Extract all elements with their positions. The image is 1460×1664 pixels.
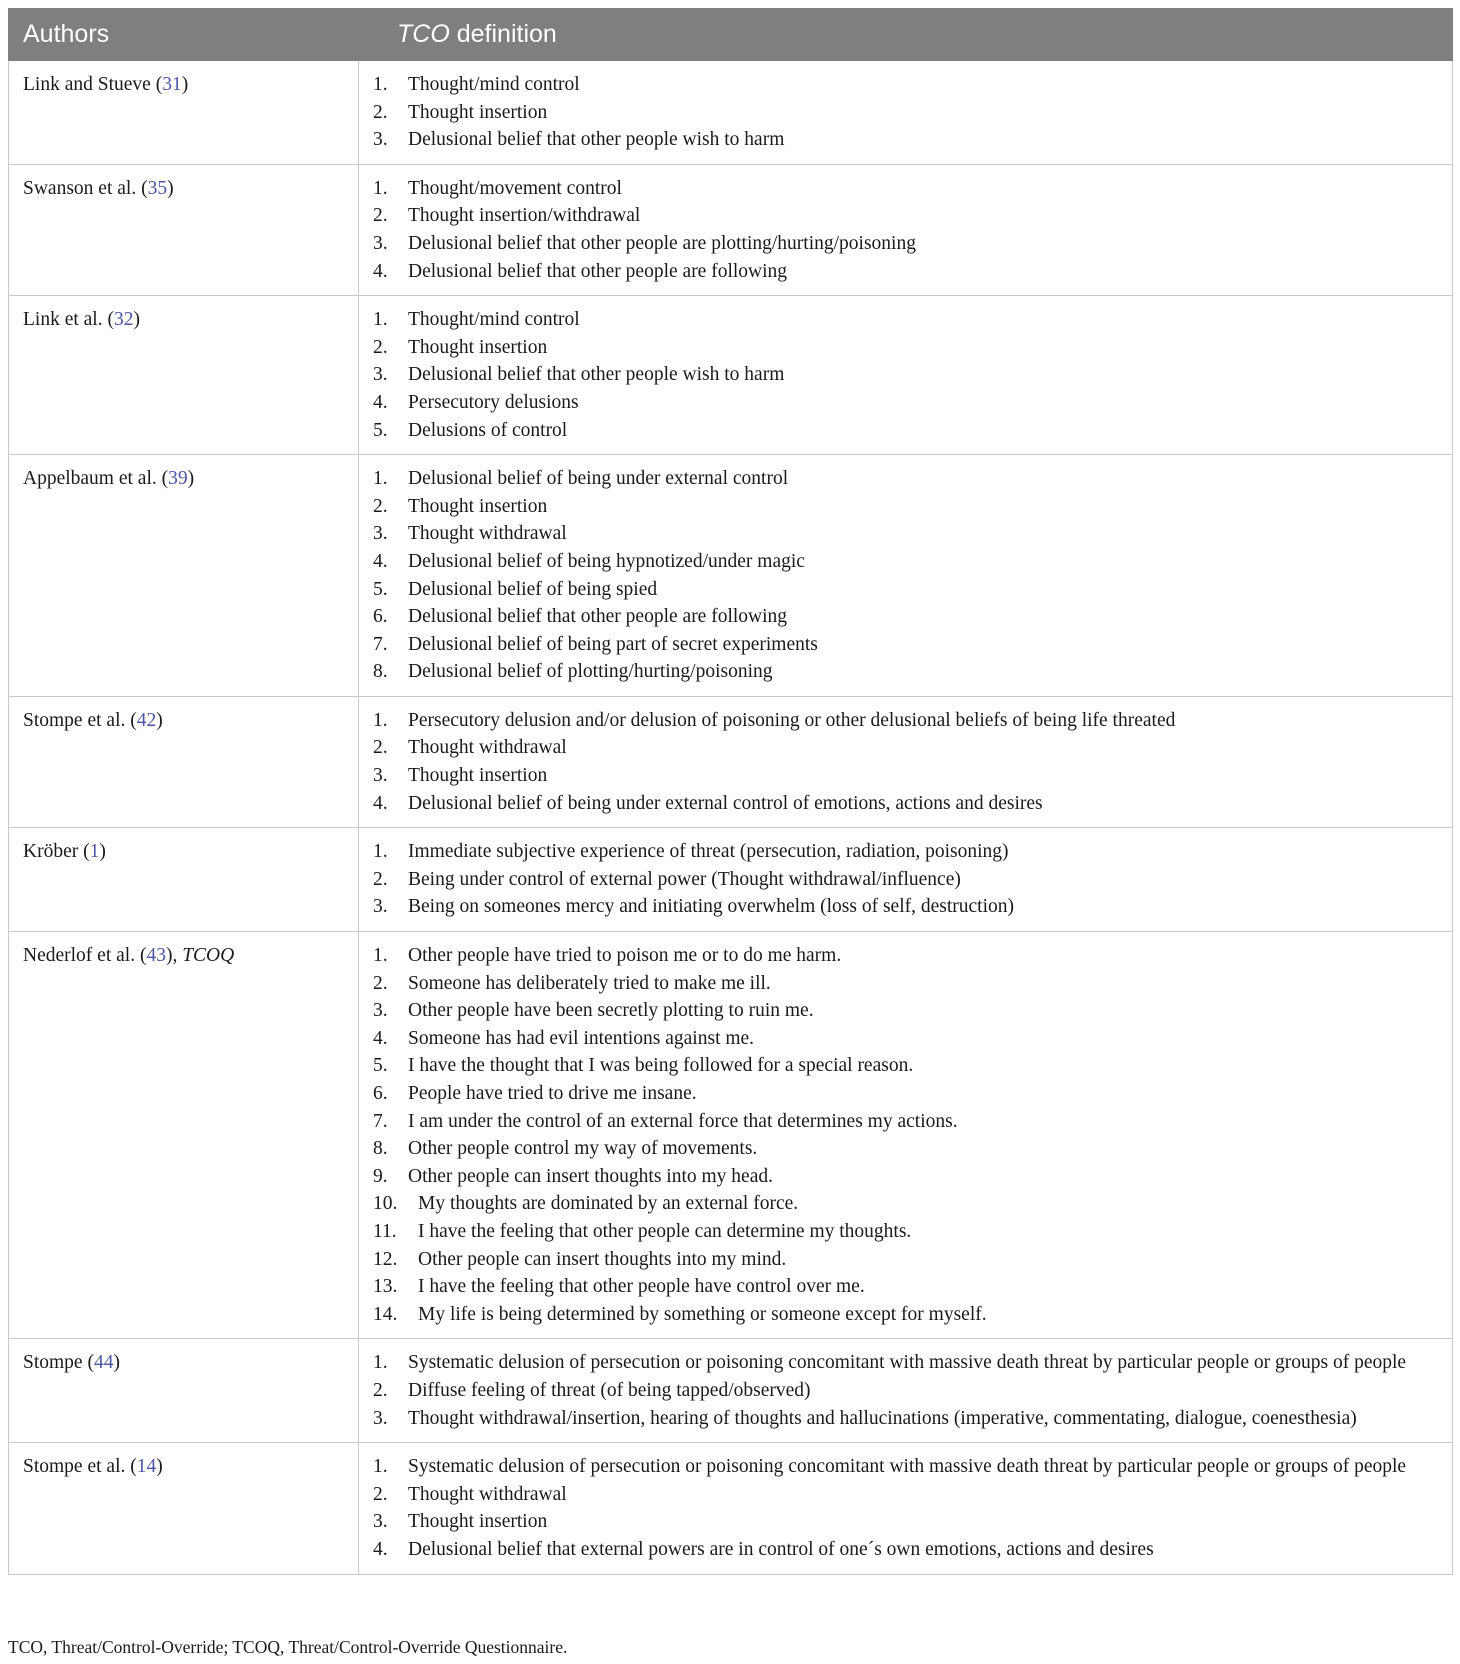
table-row bbox=[9, 1443, 1453, 1574]
item-text: Other people can insert thoughts into my mind. bbox=[418, 1248, 787, 1270]
item-text: My life is being determined by something or someone except for myself. bbox=[418, 1303, 987, 1325]
author-name: Stompe et al. bbox=[23, 1456, 126, 1478]
definition-cell bbox=[359, 828, 1453, 932]
item-text: Thought insertion bbox=[408, 101, 548, 123]
definition-list bbox=[373, 1349, 1412, 1432]
item-number: 8. bbox=[373, 661, 388, 683]
list-item bbox=[373, 942, 1412, 970]
list-item bbox=[373, 548, 1412, 576]
definition-list bbox=[373, 71, 1412, 154]
item-number: 9. bbox=[373, 1165, 388, 1187]
table-footnote: TCO, Threat/Control-Override; TCOQ, Threat/Control-Override Questionnaire. bbox=[8, 1637, 568, 1657]
table-row bbox=[9, 455, 1453, 697]
item-text: Persecutory delusions bbox=[408, 391, 579, 413]
item-text: Delusional belief that external powers are in control of one´s own emotions, actions and desires bbox=[408, 1538, 1154, 1560]
table-row bbox=[9, 61, 1453, 165]
list-item bbox=[373, 126, 1412, 154]
item-text: Thought withdrawal bbox=[408, 1483, 567, 1505]
author-name: Kröber bbox=[23, 841, 79, 863]
list-item bbox=[373, 658, 1412, 686]
item-number: 4. bbox=[373, 260, 388, 282]
item-text: Immediate subjective experience of threat (persecution, radiation, poisoning) bbox=[408, 841, 1009, 863]
item-number: 10. bbox=[373, 1193, 398, 1215]
list-item bbox=[373, 99, 1412, 127]
item-number: 4. bbox=[373, 1538, 388, 1560]
list-item bbox=[373, 1273, 1412, 1301]
definition-cell bbox=[359, 296, 1453, 455]
author-name: Link and Stueve bbox=[23, 74, 151, 95]
item-text: Delusional belief of being part of secret experiments bbox=[408, 633, 818, 655]
list-item bbox=[373, 417, 1412, 445]
author-name: Nederlof et al. bbox=[23, 945, 136, 967]
list-item bbox=[373, 1108, 1412, 1136]
item-text: Delusional belief of plotting/hurting/poisoning bbox=[408, 661, 773, 683]
item-text: Other people have been secretly plotting to ruin me. bbox=[408, 1000, 814, 1022]
list-item bbox=[373, 389, 1412, 417]
list-item bbox=[373, 1135, 1412, 1163]
item-number: 2. bbox=[373, 737, 388, 759]
item-text: Systematic delusion of persecution or poisoning concomitant with massive death threat by particular people or groups of people bbox=[408, 1352, 1407, 1374]
list-item bbox=[373, 762, 1412, 790]
citation-link[interactable]: 31 bbox=[162, 74, 182, 95]
item-number: 5. bbox=[373, 1055, 388, 1077]
author-cell: Kröber (1) bbox=[9, 828, 359, 932]
list-item bbox=[373, 893, 1412, 921]
item-text: Thought insertion/withdrawal bbox=[408, 205, 641, 227]
citation-link[interactable]: 39 bbox=[168, 468, 188, 490]
list-item bbox=[373, 838, 1412, 866]
item-number: 2. bbox=[373, 868, 388, 890]
item-text: Delusional belief of being spied bbox=[408, 578, 658, 600]
item-number: 7. bbox=[373, 1110, 388, 1132]
list-item bbox=[373, 970, 1412, 998]
item-text: I am under the control of an external force that determines my actions. bbox=[408, 1110, 958, 1132]
item-text: Being on someones mercy and initiating overwhelm (loss of self, destruction) bbox=[408, 896, 1014, 918]
item-number: 2. bbox=[373, 972, 388, 994]
list-item bbox=[373, 1052, 1412, 1080]
item-number: 1. bbox=[373, 468, 388, 490]
item-number: 13. bbox=[373, 1276, 398, 1298]
item-number: 3. bbox=[373, 1407, 388, 1429]
item-text: I have the feeling that other people have control over me. bbox=[418, 1276, 865, 1298]
list-item bbox=[373, 997, 1412, 1025]
definition-cell bbox=[359, 696, 1453, 827]
item-text: Delusional belief that other people wish to harm bbox=[408, 364, 785, 386]
item-number: 1. bbox=[373, 1456, 388, 1478]
citation-link[interactable]: 14 bbox=[136, 1456, 157, 1478]
table-row bbox=[9, 164, 1453, 295]
item-number: 3. bbox=[373, 364, 388, 386]
item-number: 2. bbox=[373, 101, 388, 123]
list-item bbox=[373, 866, 1412, 894]
list-item bbox=[373, 361, 1412, 389]
item-text: Delusional belief that other people are following bbox=[408, 606, 788, 628]
definition-list bbox=[373, 465, 1412, 686]
list-item bbox=[373, 1349, 1412, 1377]
list-item bbox=[373, 1301, 1412, 1329]
table-row bbox=[9, 932, 1453, 1339]
item-text: Thought insertion bbox=[408, 336, 548, 358]
author-cell: Stompe et al. (42) bbox=[9, 696, 359, 827]
item-text: Delusional belief of being under external control bbox=[408, 468, 789, 490]
item-number: 1. bbox=[373, 309, 388, 331]
item-number: 3. bbox=[373, 765, 388, 787]
list-item bbox=[373, 1405, 1412, 1433]
item-text: Diffuse feeling of threat (of being tapped/observed) bbox=[408, 1379, 811, 1401]
definition-list bbox=[373, 175, 1412, 285]
author-name: Swanson et al. bbox=[23, 177, 137, 199]
definition-cell bbox=[359, 455, 1453, 697]
header-authors: Authors bbox=[9, 9, 359, 61]
item-number: 8. bbox=[373, 1138, 388, 1160]
list-item bbox=[373, 258, 1412, 286]
item-text: Someone has had evil intentions against me. bbox=[408, 1027, 755, 1049]
item-text: Thought/movement control bbox=[408, 177, 622, 199]
author-name: Stompe bbox=[23, 1352, 83, 1374]
item-number: 1. bbox=[373, 945, 388, 967]
item-text: Other people can insert thoughts into my head. bbox=[408, 1165, 773, 1187]
definition-cell bbox=[359, 61, 1453, 165]
list-item bbox=[373, 493, 1412, 521]
citation-link[interactable]: 35 bbox=[147, 177, 168, 199]
item-text: I have the feeling that other people can determine my thoughts. bbox=[418, 1220, 912, 1242]
definition-list bbox=[373, 838, 1412, 921]
list-item bbox=[373, 1025, 1412, 1053]
item-text: People have tried to drive me insane. bbox=[408, 1083, 697, 1104]
definition-list bbox=[373, 1453, 1412, 1563]
list-item bbox=[373, 790, 1412, 818]
item-number: 3. bbox=[373, 1000, 388, 1022]
list-item bbox=[373, 1218, 1412, 1246]
item-number: 4. bbox=[373, 1027, 388, 1049]
citation-link[interactable]: 44 bbox=[93, 1352, 114, 1374]
item-text: Delusional belief that other people are following bbox=[408, 260, 788, 282]
list-item bbox=[373, 631, 1412, 659]
item-text: Delusions of control bbox=[408, 419, 568, 441]
item-text: Thought/mind control bbox=[408, 74, 580, 95]
item-number: 6. bbox=[373, 1083, 388, 1104]
item-text: Thought withdrawal bbox=[408, 523, 567, 545]
table-header-row bbox=[9, 9, 1453, 61]
item-text: Other people control my way of movements. bbox=[408, 1138, 758, 1160]
list-item bbox=[373, 707, 1412, 735]
header-definition-em: TCO bbox=[397, 20, 450, 48]
citation-link[interactable]: 42 bbox=[136, 709, 157, 731]
author-cell: Link et al. (32) bbox=[9, 296, 359, 455]
item-number: 2. bbox=[373, 495, 388, 517]
citation-link[interactable]: 32 bbox=[113, 309, 134, 331]
item-number: 1. bbox=[373, 74, 388, 95]
item-number: 2. bbox=[373, 1483, 388, 1505]
list-item bbox=[373, 1377, 1412, 1405]
item-text: Someone has deliberately tried to make me ill. bbox=[408, 972, 771, 994]
list-item bbox=[373, 202, 1412, 230]
table-row bbox=[9, 1339, 1453, 1443]
item-text: Thought insertion bbox=[408, 765, 548, 787]
item-number: 3. bbox=[373, 896, 388, 918]
list-item bbox=[373, 465, 1412, 493]
list-item bbox=[373, 175, 1412, 203]
definition-cell bbox=[359, 1339, 1453, 1443]
item-text: Thought/mind control bbox=[408, 309, 580, 331]
author-cell: Swanson et al. (35) bbox=[9, 164, 359, 295]
item-text: Thought insertion bbox=[408, 1511, 548, 1533]
item-number: 7. bbox=[373, 633, 388, 655]
author-name: Appelbaum et al. bbox=[23, 468, 157, 490]
item-text: Other people have tried to poison me or to do me harm. bbox=[408, 945, 842, 967]
item-number: 4. bbox=[373, 550, 388, 572]
item-number: 14. bbox=[373, 1303, 398, 1325]
item-number: 2. bbox=[373, 205, 388, 227]
list-item bbox=[373, 306, 1412, 334]
header-definition bbox=[359, 9, 1453, 61]
list-item bbox=[373, 734, 1412, 762]
item-text: Delusional belief of being under external control of emotions, actions and desires bbox=[408, 792, 1043, 814]
author-cell: Appelbaum et al. (39) bbox=[9, 455, 359, 697]
item-number: 3. bbox=[373, 129, 388, 151]
item-number: 2. bbox=[373, 336, 388, 358]
item-text: Delusional belief that other people are plotting/hurting/poisoning bbox=[408, 232, 916, 254]
item-text: Thought withdrawal bbox=[408, 737, 567, 759]
item-number: 4. bbox=[373, 391, 388, 413]
author-cell: Link and Stueve (31) bbox=[9, 61, 359, 165]
list-item bbox=[373, 1481, 1412, 1509]
definition-list bbox=[373, 942, 1412, 1328]
item-text: Systematic delusion of persecution or poisoning concomitant with massive death threat by particular people or groups of people bbox=[408, 1456, 1407, 1478]
definition-list bbox=[373, 306, 1412, 444]
item-number: 2. bbox=[373, 1379, 388, 1401]
definition-cell bbox=[359, 164, 1453, 295]
item-text: Delusional belief of being hypnotized/under magic bbox=[408, 550, 805, 572]
item-text: I have the thought that I was being followed for a special reason. bbox=[408, 1055, 914, 1077]
tco-definitions-table bbox=[8, 8, 1453, 1575]
definition-cell bbox=[359, 1443, 1453, 1574]
list-item bbox=[373, 520, 1412, 548]
list-item bbox=[373, 603, 1412, 631]
table-row bbox=[9, 696, 1453, 827]
list-item bbox=[373, 576, 1412, 604]
item-number: 4. bbox=[373, 792, 388, 814]
list-item bbox=[373, 1080, 1412, 1108]
item-number: 12. bbox=[373, 1248, 398, 1270]
header-definition-rest: definition bbox=[449, 20, 557, 48]
item-number: 1. bbox=[373, 709, 388, 731]
list-item bbox=[373, 334, 1412, 362]
list-item bbox=[373, 1536, 1412, 1564]
author-cell: Stompe et al. (14) bbox=[9, 1443, 359, 1574]
table-row bbox=[9, 828, 1453, 932]
list-item bbox=[373, 1246, 1412, 1274]
item-number: 5. bbox=[373, 578, 388, 600]
item-number: 6. bbox=[373, 606, 388, 628]
table-body bbox=[9, 61, 1453, 1575]
item-text: Delusional belief that other people wish to harm bbox=[408, 129, 785, 151]
list-item bbox=[373, 1163, 1412, 1191]
definition-cell bbox=[359, 932, 1453, 1339]
author-cell: Nederlof et al. (43), TCOQ bbox=[9, 932, 359, 1339]
list-item bbox=[373, 230, 1412, 258]
author-cell: Stompe (44) bbox=[9, 1339, 359, 1443]
item-number: 3. bbox=[373, 232, 388, 254]
citation-link[interactable]: 1 bbox=[89, 841, 100, 863]
item-number: 3. bbox=[373, 523, 388, 545]
list-item bbox=[373, 1190, 1412, 1218]
item-text: Being under control of external power (Thought withdrawal/influence) bbox=[408, 868, 961, 890]
definition-list bbox=[373, 707, 1412, 817]
author-name: Stompe et al. bbox=[23, 709, 126, 731]
item-number: 1. bbox=[373, 841, 388, 863]
item-number: 1. bbox=[373, 1352, 388, 1374]
item-number: 3. bbox=[373, 1511, 388, 1533]
list-item bbox=[373, 1508, 1412, 1536]
item-number: 5. bbox=[373, 419, 388, 441]
list-item bbox=[373, 1453, 1412, 1481]
list-item bbox=[373, 71, 1412, 99]
author-suffix: TCOQ bbox=[182, 945, 235, 967]
item-text: My thoughts are dominated by an external force. bbox=[418, 1193, 799, 1215]
author-name: Link et al. bbox=[23, 309, 103, 331]
item-number: 11. bbox=[373, 1220, 397, 1242]
item-text: Persecutory delusion and/or delusion of poisoning or other delusional beliefs of being life threated bbox=[408, 709, 1176, 731]
table-row bbox=[9, 296, 1453, 455]
citation-link[interactable]: 43 bbox=[146, 945, 166, 967]
item-text: Thought withdrawal/insertion, hearing of thoughts and hallucinations (imperative, commentating, dialogue, coenesthesia) bbox=[408, 1407, 1357, 1429]
item-text: Thought insertion bbox=[408, 495, 548, 517]
item-number: 1. bbox=[373, 177, 388, 199]
